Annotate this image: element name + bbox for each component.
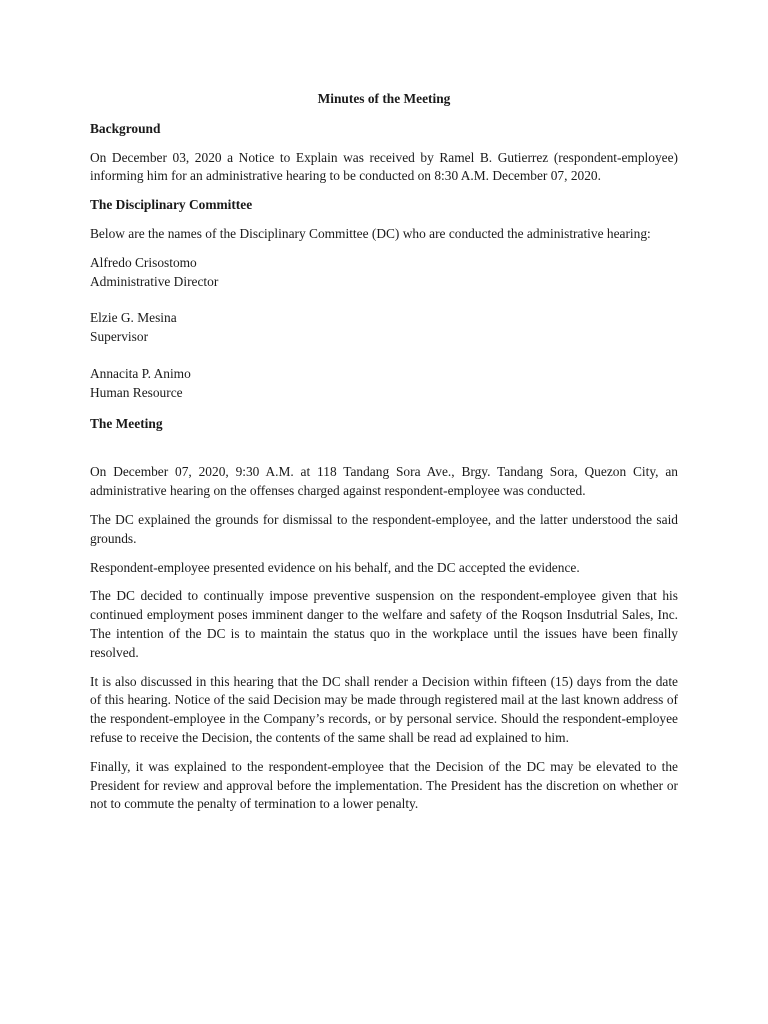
member-role: Supervisor [90, 329, 149, 345]
committee-member [90, 309, 678, 347]
background-paragraph: On December 03, 2020 a Notice to Explain was received by Ramel B. Gutierrez (respondent-employee) informing him for an administrative hearing to be conducted on 8:30 A.M. December 07, 2020. [90, 149, 678, 184]
member-name: Elzie G. Mesina [90, 310, 177, 326]
meeting-heading: The Meeting [90, 415, 163, 431]
committee-member [90, 365, 678, 403]
section-spacer [90, 443, 678, 463]
committee-intro: Below are the names of the Disciplinary Committee (DC) who are conducted the administrative hearing: [90, 225, 651, 241]
member-role: Administrative Director [90, 273, 219, 289]
meeting-paragraph: It is also discussed in this hearing that the DC shall render a Decision within fifteen (15) days from the date of this hearing. Notice of the said Decision may be made through registered mail at the last known address of the respondent-employee in the Company’s records, or by personal service. Should the respondent-employee refuse to receive the Decision, the contents of the same shall be read ad explained to him. [90, 673, 678, 745]
committee-heading: The Disciplinary Committee [90, 197, 253, 213]
committee-member [90, 254, 678, 292]
meeting-paragraph: Respondent-employee presented evidence on his behalf, and the DC accepted the evidence. [90, 559, 580, 575]
member-role: Human Resource [90, 384, 183, 400]
document-title: Minutes of the Meeting [317, 91, 451, 106]
meeting-paragraph: On December 07, 2020, 9:30 A.M. at 118 Tandang Sora Ave., Brgy. Tandang Sora, Quezon City, an administrative hearing on the offenses charged against respondent-employee was conducted. [90, 464, 678, 499]
meeting-paragraph: The DC explained the grounds for dismissal to the respondent-employee, and the latter understood the said grounds. [90, 511, 678, 546]
member-name: Alfredo Crisostomo [90, 254, 197, 270]
member-name: Annacita P. Animo [90, 365, 191, 381]
background-heading: Background [90, 120, 161, 136]
meeting-paragraph: The DC decided to continually impose preventive suspension on the respondent-employee given that his continued employment poses imminent danger to the welfare and safety of the Roqson Insdutrial Sales, Inc. The intention of the DC is to maintain the status quo in the workplace until the issues have been finally resolved. [90, 588, 678, 660]
document-page [90, 90, 678, 824]
meeting-paragraph: Finally, it was explained to the respondent-employee that the Decision of the DC may be elevated to the President for review and approval before the implementation. The President has the discretion on whether or not to commute the penalty of termination to a lower penalty. [90, 758, 678, 812]
